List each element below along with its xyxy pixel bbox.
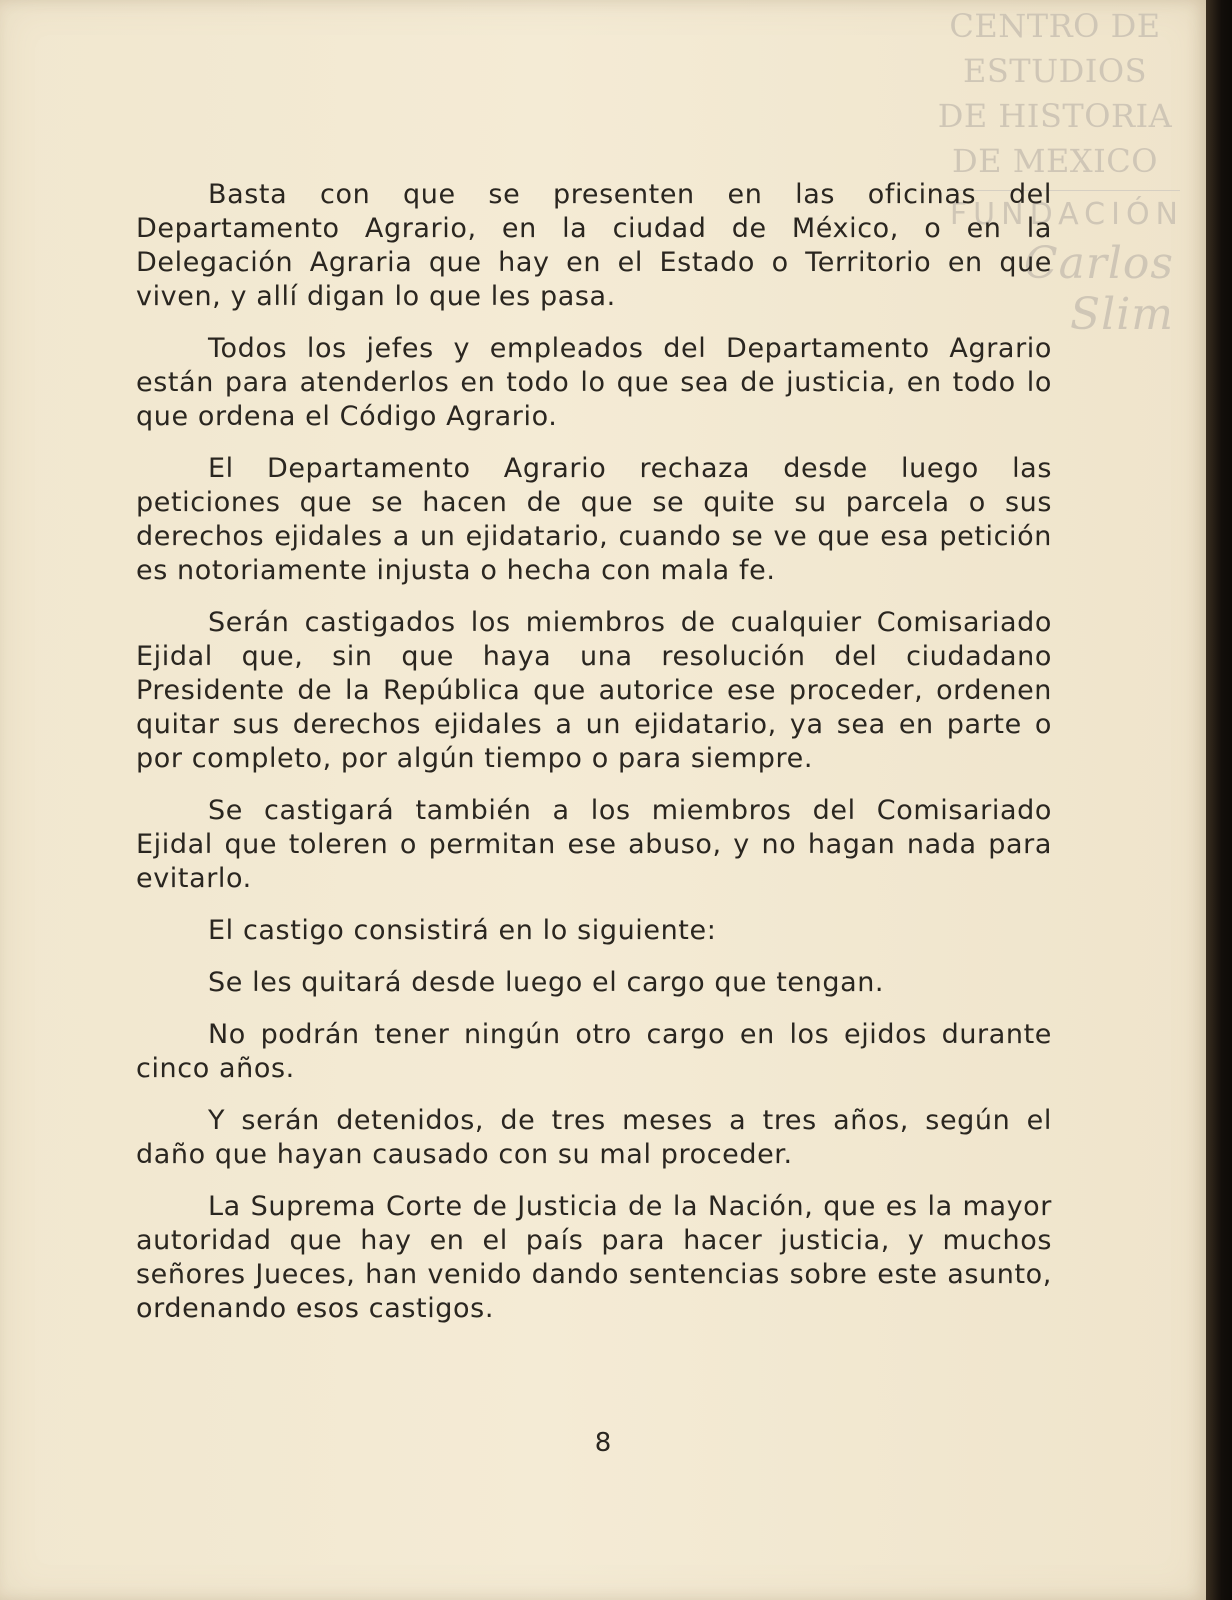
watermark-line: CENTRO DE [949,7,1161,45]
paragraph: El castigo consistirá en lo siguiente: [208,915,717,946]
paragraph: Serán castigados los miembros de cualquier Comisariado Ejidal que, sin que haya una resolución del ciudadano Presidente de la República que autorice ese proceder, ordenen quitar sus derechos ejidales a un ejidatario, ya sea en parte o por completo, por algún tiempo o para siempre. [136,607,1052,774]
paragraph: Todos los jefes y empleados del Departamento Agrario están para atenderlos en todo lo que sea de justicia, en todo lo que ordena el Código Agrario. [136,333,1052,432]
scan-edge [1206,0,1232,1600]
body-text [136,178,1052,1344]
paragraph: Se castigará también a los miembros del Comisariado Ejidal que toleren o permitan ese abuso, y no hagan nada para evitarlo. [136,795,1052,894]
watermark-signature: Carlos Slim [1023,238,1174,340]
watermark-line: DE HISTORIA [937,97,1173,135]
watermark-line: DE MEXICO [952,142,1158,180]
page-number: 8 [594,1428,612,1458]
paragraph: Basta con que se presenten en las oficinas del Departamento Agrario, en la ciudad de México, o en la Delegación Agraria que hay en el Estado o Territorio en que viven, y allí digan lo que les pasa. [136,179,1052,312]
paragraph: No podrán tener ningún otro cargo en los ejidos durante cinco años. [136,1019,1052,1084]
watermark-line: ESTUDIOS [962,52,1148,90]
paragraph: La Suprema Corte de Justicia de la Nación, que es la mayor autoridad que hay en el país para hacer justicia, y muchos señores Jueces, han venido dando sentencias sobre este asunto, ordenando esos castigos. [136,1191,1052,1324]
paragraph: Se les quitará desde luego el cargo que tengan. [208,967,885,998]
paragraph: El Departamento Agrario rechaza desde luego las peticiones que se hacen de que se quite su parcela o sus derechos ejidales a un ejidatario, cuando se ve que esa petición es notoriamente injusta o hecha con mala fe. [136,453,1052,586]
watermark-fundacion: FUNDACIÓN [949,197,1184,232]
paragraph: Y serán detenidos, de tres meses a tres años, según el daño que hayan causado con su mal proceder. [136,1105,1052,1170]
